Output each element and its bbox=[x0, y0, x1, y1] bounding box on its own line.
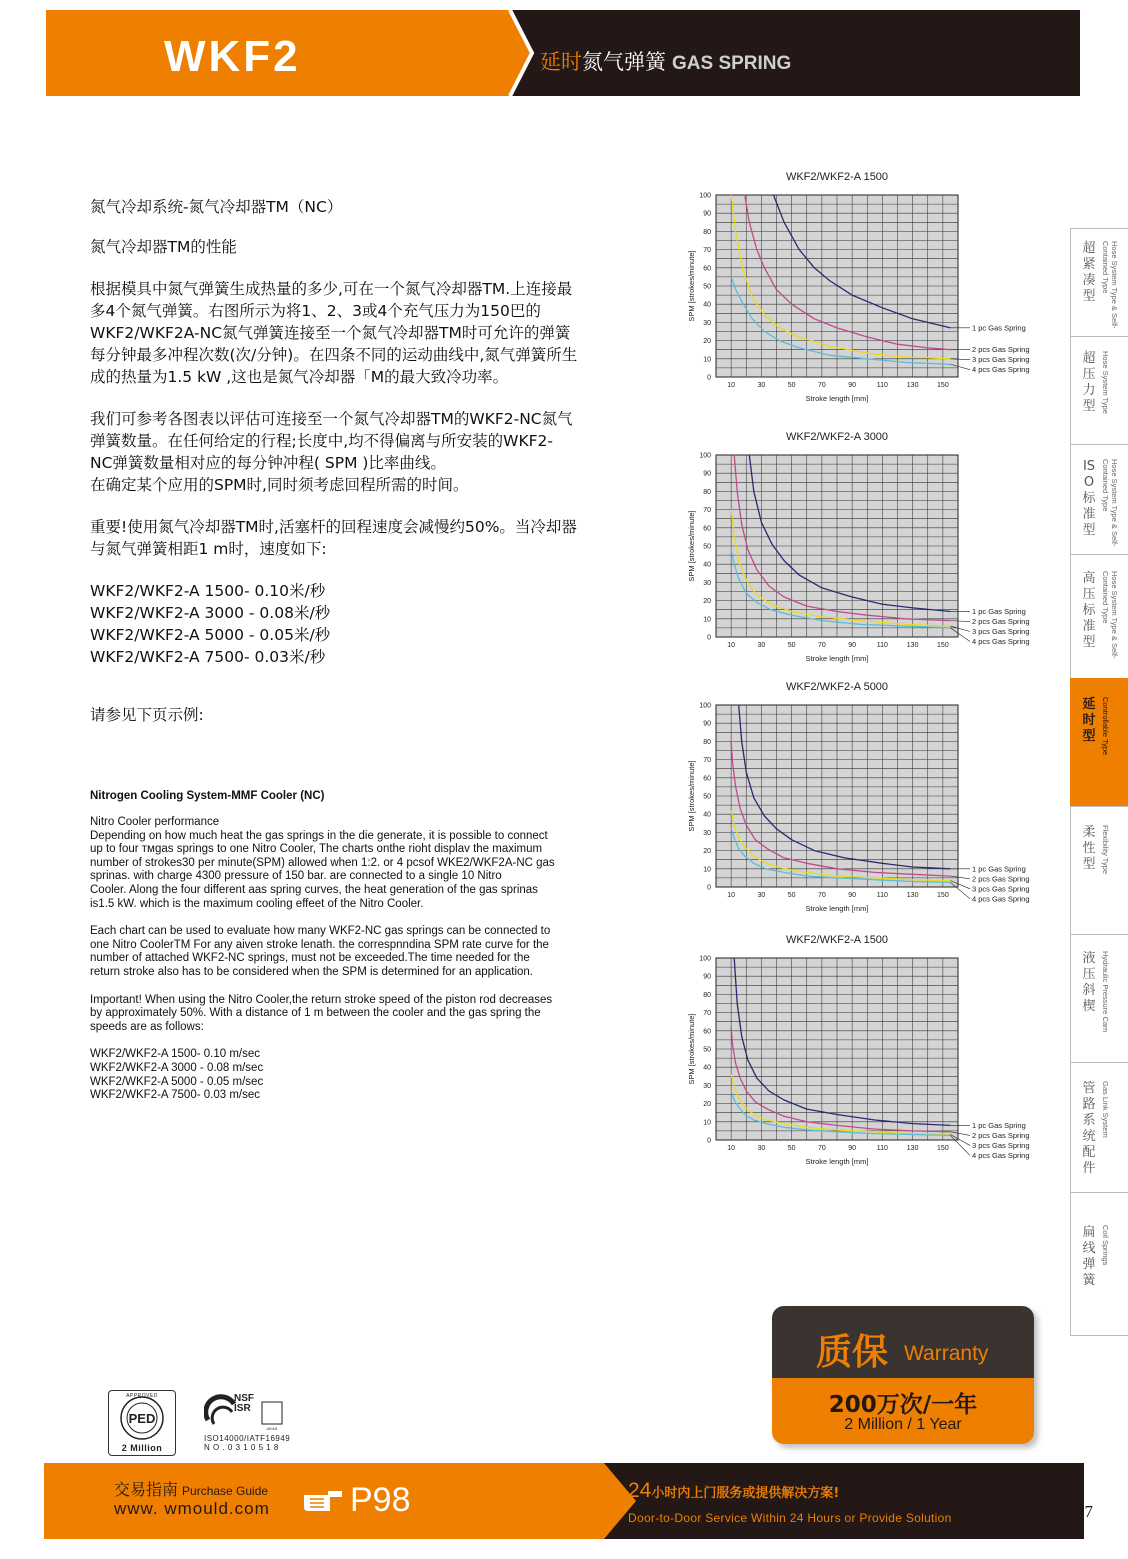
y-tick-label: 40 bbox=[703, 811, 711, 819]
model-title: WKF2 bbox=[164, 32, 301, 81]
cn-line: 每分钟最多冲程次数(次/分钟)。在四条不同的运动曲线中,氮气弹簧所生 bbox=[90, 346, 578, 364]
service-hours: 24 bbox=[628, 1479, 652, 1502]
warranty-en: Warranty bbox=[904, 1342, 989, 1365]
x-tick-label: 10 bbox=[727, 1145, 736, 1152]
en-speed-line: WKF2/WKF2-A 1500- 0.10 m/sec bbox=[90, 1048, 261, 1061]
cn-paragraph-1 bbox=[90, 278, 650, 388]
en-paragraph-3 bbox=[90, 994, 650, 1035]
website-link[interactable]: www. wmould.com bbox=[114, 1499, 270, 1518]
en-speed-line: WKF2/WKF2-A 7500- 0.03 m/sec bbox=[90, 1089, 261, 1102]
ped-cert-badge bbox=[108, 1390, 176, 1456]
x-tick-label: 30 bbox=[757, 642, 766, 649]
y-tick-label: 40 bbox=[703, 1064, 711, 1072]
sidebar-tab-super-pressure[interactable] bbox=[1070, 336, 1128, 444]
nsf-text: NSF bbox=[234, 1393, 254, 1404]
y-tick-label: 40 bbox=[703, 561, 711, 569]
x-tick-label: 30 bbox=[757, 1145, 766, 1152]
y-tick-label: 60 bbox=[703, 1028, 711, 1036]
x-tick-label: 110 bbox=[876, 642, 888, 649]
y-tick-label: 70 bbox=[703, 757, 711, 765]
x-tick-label: 70 bbox=[817, 642, 826, 649]
legend-leader bbox=[950, 1135, 970, 1155]
x-tick-label: 110 bbox=[876, 1145, 888, 1152]
x-axis-label: Stroke length [mm] bbox=[805, 1157, 869, 1166]
cn-line: 重要!使用氮气冷却器TM时,活塞杆的回程速度会减慢约50%。当冷却器 bbox=[90, 518, 577, 536]
legend-label: 4 pcs Gas Spring bbox=[972, 365, 1030, 375]
legend-label: 4 pcs Gas Spring bbox=[972, 637, 1030, 647]
page-header bbox=[46, 10, 1080, 96]
cn-paragraph-3 bbox=[90, 516, 650, 560]
cn-speed-line: WKF2/WKF2-A 1500- 0.10米/秒 bbox=[90, 582, 326, 600]
x-tick-label: 50 bbox=[787, 892, 796, 899]
y-tick-label: 20 bbox=[703, 1101, 711, 1109]
x-tick-label: 10 bbox=[727, 382, 736, 389]
en-speeds bbox=[90, 1048, 650, 1102]
en-speed-line: WKF2/WKF2-A 5000 - 0.05 m/sec bbox=[90, 1075, 264, 1088]
x-tick-label: 10 bbox=[727, 642, 736, 649]
tab-label-zh: 管路系统配件 bbox=[1082, 1081, 1096, 1176]
x-axis-label: Stroke length [mm] bbox=[805, 654, 869, 663]
cn-speed-line: WKF2/WKF2-A 7500- 0.03米/秒 bbox=[90, 648, 326, 666]
y-tick-label: 10 bbox=[703, 1119, 711, 1127]
grid-lines bbox=[716, 705, 958, 887]
y-tick-label: 30 bbox=[703, 1082, 711, 1090]
page-number: 77 bbox=[1076, 1502, 1093, 1521]
x-tick-label: 70 bbox=[817, 892, 826, 899]
sidebar-tab-gas-link[interactable] bbox=[1070, 1062, 1128, 1192]
chart-1500-a bbox=[670, 165, 1050, 413]
x-tick-label: 90 bbox=[848, 892, 857, 899]
y-tick-label: 50 bbox=[703, 1046, 711, 1054]
cn-line: 与氮气弹簧相距1 m时，速度如下: bbox=[90, 540, 327, 558]
tab-label-zh: 延时型 bbox=[1082, 697, 1096, 744]
x-axis-label: Stroke length [mm] bbox=[805, 904, 869, 913]
cn-line: WKF2/WKF2A-NC氮气弹簧连接至一个氮气冷却器TM时可允许的弹簧 bbox=[90, 324, 571, 342]
x-tick-label: 70 bbox=[817, 382, 826, 389]
x-tick-label: 90 bbox=[848, 1145, 857, 1152]
iso-cert-badge bbox=[204, 1390, 294, 1456]
nsf-ukas-logo-icon bbox=[204, 1390, 294, 1432]
y-tick-label: 20 bbox=[703, 338, 711, 346]
header-chevron bbox=[492, 10, 542, 96]
legend-label: 1 pc Gas Spring bbox=[972, 1120, 1026, 1130]
y-tick-label: 100 bbox=[699, 452, 711, 460]
x-tick-label: 110 bbox=[876, 382, 888, 389]
cn-speed-line: WKF2/WKF2-A 5000 - 0.05米/秒 bbox=[90, 626, 331, 644]
purchase-guide-en: Purchase Guide bbox=[182, 1484, 269, 1498]
cn-line: 多4个氮气弹簧。右图所示为将1、2、3或4个充气压力为150巴的 bbox=[90, 302, 541, 320]
iso-line-2: N O . 0 3 1 0 5 1 8 bbox=[204, 1443, 279, 1452]
header-sub-en: GAS SPRING bbox=[672, 53, 792, 74]
chart-3000 bbox=[670, 425, 1050, 673]
y-tick-label: 30 bbox=[703, 579, 711, 587]
tab-label-en: Flexibility Type bbox=[1101, 825, 1110, 875]
y-tick-label: 100 bbox=[699, 192, 711, 200]
ped-seal-text: PED bbox=[128, 1411, 156, 1426]
y-tick-label: 60 bbox=[703, 525, 711, 533]
tab-label-en: Hydraulic Pressure Cam bbox=[1101, 951, 1110, 1033]
y-tick-label: 90 bbox=[703, 973, 711, 981]
isr-text: ISR bbox=[234, 1403, 251, 1414]
y-tick-label: 90 bbox=[703, 470, 711, 478]
y-tick-label: 50 bbox=[703, 283, 711, 291]
y-tick-label: 60 bbox=[703, 775, 711, 783]
sidebar-tab-high-pressure-standard[interactable] bbox=[1070, 554, 1128, 678]
y-tick-label: 10 bbox=[703, 356, 711, 364]
tab-label-en: Hose System Type bbox=[1101, 351, 1110, 414]
y-tick-label: 40 bbox=[703, 301, 711, 309]
intro-en bbox=[90, 790, 650, 1103]
cn-line: 弹簧数量。在任何给定的行程;长度中,均不得偏离与所安装的WKF2- bbox=[90, 432, 554, 450]
chart-1500-b bbox=[670, 928, 1050, 1176]
x-tick-label: 10 bbox=[727, 892, 736, 899]
legend-label: 3 pcs Gas Spring bbox=[972, 1140, 1030, 1150]
iso-line-1: ISO14000/IATF16949 bbox=[204, 1434, 291, 1443]
x-tick-label: 90 bbox=[848, 642, 857, 649]
legend-label: 1 pc Gas Spring bbox=[972, 607, 1026, 617]
x-axis-label: Stroke length [mm] bbox=[805, 394, 869, 403]
page-footer bbox=[44, 1463, 1084, 1539]
chart-title: WKF2/WKF2-A 1500 bbox=[785, 171, 889, 183]
y-tick-label: 80 bbox=[703, 228, 711, 236]
tab-label-en: Hose System Type & Self-Contained Type bbox=[1101, 571, 1119, 659]
y-tick-label: 90 bbox=[703, 210, 711, 218]
x-tick-label: 30 bbox=[757, 892, 766, 899]
x-tick-label: 130 bbox=[906, 382, 919, 389]
warranty-zh: 质保 bbox=[816, 1332, 889, 1373]
legend-label: 2 pcs Gas Spring bbox=[972, 1130, 1030, 1140]
tab-label-zh: ISO标准型 bbox=[1082, 459, 1096, 538]
tab-label-en: Hose System Type & Self-Contained Type bbox=[1101, 241, 1119, 329]
y-tick-label: 70 bbox=[703, 1010, 711, 1018]
y-tick-label: 70 bbox=[703, 507, 711, 515]
warranty-bottom-band bbox=[772, 1378, 1034, 1444]
sidebar-tab-flexibility[interactable] bbox=[1070, 806, 1128, 934]
chart-title: WKF2/WKF2-A 5000 bbox=[785, 681, 889, 693]
en-paragraph-2 bbox=[90, 925, 650, 979]
tab-label-zh: 液压斜楔 bbox=[1082, 951, 1096, 1014]
warranty-top-band bbox=[772, 1306, 1034, 1378]
en-line: speeds are as follows: bbox=[90, 1020, 204, 1033]
service-zh bbox=[628, 1479, 839, 1503]
y-tick-label: 30 bbox=[703, 829, 711, 837]
en-speed-line: WKF2/WKF2-A 3000 - 0.08 m/sec bbox=[90, 1061, 264, 1074]
cn-title: 氮气冷却系统-氮气冷却器TM（NC） bbox=[90, 198, 343, 216]
legend-label: 1 pc Gas Spring bbox=[972, 323, 1026, 333]
y-axis-label: SPM [strokes/minute] bbox=[687, 510, 696, 582]
cn-line: 在确定某个应用的SPM时,同时须考虑回程所需的时间。 bbox=[90, 476, 469, 494]
en-line: Nitro Cooler performance bbox=[90, 816, 220, 828]
sidebar-tab-controllable[interactable] bbox=[1070, 678, 1128, 806]
en-title: Nitrogen Cooling System-MMF Cooler (NC) bbox=[90, 790, 325, 802]
x-tick-label: 110 bbox=[876, 892, 888, 899]
legend-label: 3 pcs Gas Spring bbox=[972, 355, 1030, 365]
en-line: is1.5 kW. which is the maximum cooling effeet of the Nitro Cooler. bbox=[90, 897, 424, 910]
legend-label: 2 pcs Gas Spring bbox=[972, 874, 1030, 884]
en-line: by approximately 50%. With a distance of 1 m between the cooler and the gas spring the bbox=[90, 1007, 541, 1020]
y-axis-label: SPM [strokes/minute] bbox=[687, 250, 696, 322]
purchase-guide-zh: 交易指南 bbox=[114, 1480, 179, 1499]
warranty-term-zh: 200万次/一年 bbox=[828, 1392, 978, 1418]
x-tick-label: 50 bbox=[787, 382, 796, 389]
tab-label-zh: 高压标准型 bbox=[1082, 571, 1096, 650]
y-tick-label: 60 bbox=[703, 265, 711, 273]
y-tick-label: 80 bbox=[703, 488, 711, 496]
page-reference[interactable]: P98 bbox=[350, 1481, 411, 1519]
x-tick-label: 130 bbox=[906, 1145, 919, 1152]
cn-see-next: 请参见下页示例: bbox=[90, 706, 204, 724]
tab-label-en: Controllable Type bbox=[1101, 697, 1110, 756]
y-axis-label: SPM [strokes/minute] bbox=[687, 760, 696, 832]
cn-line: 成的热量为1.5 kW ,这也是氮气冷却器「M的最大致冷功率。 bbox=[90, 368, 509, 386]
purchase-guide-label bbox=[114, 1477, 268, 1500]
chart-5000 bbox=[670, 675, 1050, 923]
legend-label: 3 pcs Gas Spring bbox=[972, 627, 1030, 637]
en-line: Important! When using the Nitro Cooler,the return stroke speed of the piston rod decreases bbox=[90, 993, 553, 1006]
sidebar-tab-hydraulic-cam[interactable] bbox=[1070, 934, 1128, 1062]
y-tick-label: 10 bbox=[703, 866, 711, 874]
ped-top-text: APPROVED bbox=[126, 1393, 158, 1399]
y-tick-label: 0 bbox=[707, 884, 711, 892]
legend-label: 2 pcs Gas Spring bbox=[972, 345, 1030, 355]
header-sub-orange: 延时 bbox=[540, 50, 582, 74]
en-line: Each chart can be used to evaluate how many WKF2-NC gas springs can be connected to bbox=[90, 925, 551, 938]
en-line: number of attached WKF2-NC springs, must not be exceeded.The time needed for the bbox=[90, 952, 530, 965]
tab-label-en: Hose System Type & Self-Contained Type bbox=[1101, 459, 1119, 547]
ped-bottom-text: 2 Million bbox=[121, 1443, 163, 1453]
cn-line: 根据模具中氮气弹簧生成热量的多少,可在一个氮气冷却器TM.上连接最 bbox=[90, 280, 573, 298]
x-tick-label: 130 bbox=[906, 642, 919, 649]
en-line: number of strokes30 per minute(SPM) allowed when 1:2. or 4 pcsof WKE2/WKF2A-NC gas bbox=[90, 856, 555, 869]
tab-label-zh: 超紧凑型 bbox=[1082, 241, 1096, 304]
sidebar-tab-ultra-compact[interactable] bbox=[1070, 228, 1128, 336]
legend-label: 4 pcs Gas Spring bbox=[972, 894, 1030, 904]
legend-label: 3 pcs Gas Spring bbox=[972, 884, 1030, 894]
pointing-hand-icon bbox=[302, 1487, 344, 1515]
x-tick-label: 90 bbox=[848, 382, 857, 389]
tab-label-en: Gas Link System bbox=[1101, 1081, 1110, 1138]
warranty-badge bbox=[772, 1306, 1034, 1444]
y-tick-label: 20 bbox=[703, 848, 711, 856]
y-tick-label: 70 bbox=[703, 247, 711, 255]
y-tick-label: 20 bbox=[703, 598, 711, 606]
cn-line: 我们可参考各图表以评估可连接至一个氮气冷却器TM的WKF2-NC氮气 bbox=[90, 410, 573, 428]
x-tick-label: 150 bbox=[937, 892, 949, 899]
x-tick-label: 150 bbox=[937, 382, 949, 389]
service-en: Door-to-Door Service Within 24 Hours or Provide Solution bbox=[628, 1511, 952, 1525]
en-line: one Nitro CoolerTM For any aiven stroke lenath. the correspnndina SPM rate curve for the bbox=[90, 938, 549, 951]
y-tick-label: 50 bbox=[703, 543, 711, 551]
x-tick-label: 150 bbox=[937, 1145, 949, 1152]
cn-paragraph-2 bbox=[90, 408, 650, 496]
y-tick-label: 0 bbox=[707, 634, 711, 642]
x-tick-label: 50 bbox=[787, 1145, 796, 1152]
chart-title: WKF2/WKF2-A 1500 bbox=[785, 934, 889, 946]
en-line: return stroke also has to be considered when the SPM is determined for an application. bbox=[90, 965, 533, 978]
tab-label-zh: 扁线弹簧 bbox=[1082, 1225, 1096, 1288]
y-tick-label: 0 bbox=[707, 1137, 711, 1145]
x-tick-label: 30 bbox=[757, 382, 766, 389]
legend-label: 4 pcs Gas Spring bbox=[972, 1150, 1030, 1160]
y-tick-label: 80 bbox=[703, 991, 711, 999]
tab-label-en: Coil Springs bbox=[1101, 1225, 1110, 1266]
sidebar-tab-iso-standard[interactable] bbox=[1070, 444, 1128, 554]
cn-line: NC弹簧数量相对应的每分钟冲程( SPM )比率曲线。 bbox=[90, 454, 446, 472]
x-tick-label: 70 bbox=[817, 1145, 826, 1152]
service-zh-text: 小时内上门服务或提供解决方案! bbox=[651, 1486, 840, 1501]
y-tick-label: 90 bbox=[703, 720, 711, 728]
y-tick-label: 10 bbox=[703, 616, 711, 624]
cn-subtitle: 氮气冷却器TM的性能 bbox=[90, 238, 237, 256]
ukas-text: UKAS bbox=[266, 1426, 278, 1431]
warranty-term-en: 2 Million / 1 Year bbox=[844, 1416, 962, 1433]
x-tick-label: 150 bbox=[937, 642, 949, 649]
sidebar-tab-coil-springs[interactable] bbox=[1070, 1192, 1128, 1336]
cn-speeds bbox=[90, 580, 650, 668]
en-paragraph-1 bbox=[90, 816, 650, 911]
y-tick-label: 80 bbox=[703, 738, 711, 746]
en-line: up to four ᴛᴍgas springs to one Nitro Cooler, The charts onthe rioht displav the maximum bbox=[90, 843, 543, 856]
ped-seal-icon bbox=[109, 1393, 175, 1443]
x-tick-label: 130 bbox=[906, 892, 919, 899]
y-tick-label: 0 bbox=[707, 374, 711, 382]
y-tick-label: 100 bbox=[699, 702, 711, 710]
chart-title: WKF2/WKF2-A 3000 bbox=[785, 431, 889, 443]
tab-label-zh: 柔性型 bbox=[1082, 825, 1096, 872]
cn-speed-line: WKF2/WKF2-A 3000 - 0.08米/秒 bbox=[90, 604, 331, 622]
y-tick-label: 50 bbox=[703, 793, 711, 801]
header-sub-white: 氮气弹簧 bbox=[582, 50, 666, 74]
y-tick-label: 100 bbox=[699, 955, 711, 963]
legend-label: 2 pcs Gas Spring bbox=[972, 617, 1030, 627]
en-line: Cooler. Along the four different aas spring curves, the heat generation of the gas sprinas bbox=[90, 883, 538, 896]
header-subtitle bbox=[540, 46, 791, 76]
x-tick-label: 50 bbox=[787, 642, 796, 649]
intro-cn bbox=[90, 196, 650, 726]
en-line: Depending on how much heat the gas springs in the die generate, it is possible to connect bbox=[90, 829, 548, 842]
tab-label-zh: 超压力型 bbox=[1082, 351, 1096, 414]
y-axis-label: SPM [strokes/minute] bbox=[687, 1013, 696, 1085]
y-tick-label: 30 bbox=[703, 319, 711, 327]
legend-label: 1 pc Gas Spring bbox=[972, 864, 1026, 874]
en-line: sprinas. with charge 4300 pressure of 150 bar. are connected to a single 10 Nitro bbox=[90, 870, 502, 883]
